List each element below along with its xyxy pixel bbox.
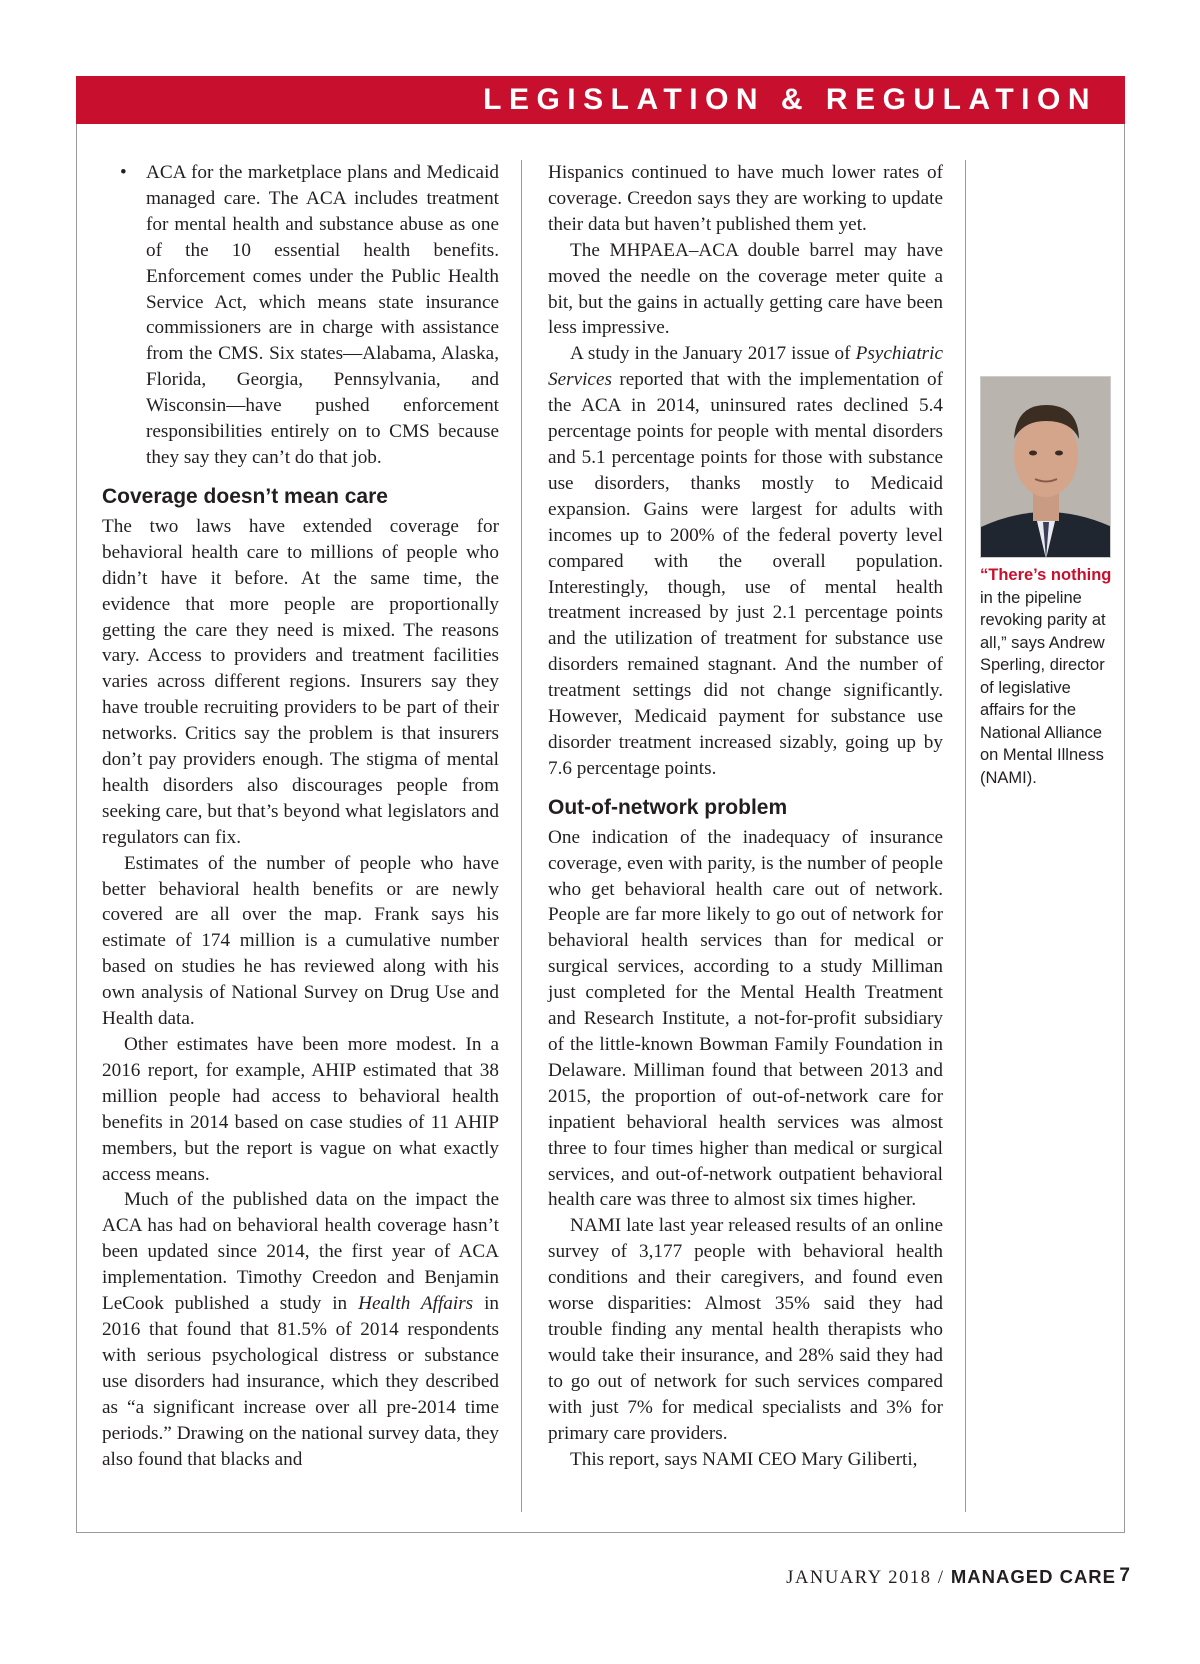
article-column-left xyxy=(102,160,499,1472)
journal-title: Psychiatric Services xyxy=(548,343,943,391)
paragraph: One indication of the inadequacy of insurance coverage, even with parity, is the number of people who get behavioral health care out of network. People are far more likely to go out of network for behavioral health services than for medical or surgical services, according to a study Milliman just completed for the Mental Health Treatment and Research Institute, a not-for-profit subsidiary of the little-known Bowman Family Foundation in Delaware. Milliman found that between 2013 and 2015, the proportion of out-of-network care for inpatient behavioral health services was almost three to four times higher than medical or surgical services, and out-of-network outpatient behavioral health care was three to almost six times higher. xyxy=(548,826,943,1211)
magazine-name: MANAGED CARE xyxy=(950,1566,1116,1587)
section-title: LEGISLATION & REGULATION xyxy=(483,83,1097,116)
photo-caption: “There’s nothing in the pipeline revoking parity at all,” says Andrew Sperling, director of legislative affairs for the National Alliance on Mental Illness (NAMI). xyxy=(980,566,1112,787)
column-divider xyxy=(521,160,522,1512)
paragraph: Hispanics continued to have much lower rates of coverage. Creedon says they are working to update their data but haven’t published them yet. xyxy=(548,162,943,235)
paragraph: A study in the January 2017 issue of Psychiatric Services reported that with the implementation of the ACA in 2014, uninsured rates declined 5.4 percentage points for people with mental disorders and 5.1 percentage points for those with substance use disorders, thanks mostly to Medicaid expansion. Gains were largest for adults with incomes up to 200% of the federal poverty level compared with the overall population. Interestingly, though, use of mental health treatment increased by just 2.1 percentage points and the utilization of treatment for substance use disorders remained stagnant. And the number of treatment settings did not change significantly. However, Medicaid payment for substance use disorder treatment increased sizably, going up by 7.6 percentage points. xyxy=(548,343,943,779)
issue-date: JANUARY 2018 xyxy=(786,1568,932,1588)
paragraph: Much of the published data on the impact the ACA has had on behavioral health coverage hasn’t been updated since 2014, the first year of ACA implementation. Timothy Creedon and Benjamin LeCook published a study in Health Affairs in 2016 that found that 81.5% of 2014 respondents with serious psychological distress or substance use disorders had insurance, which they described as “a significant increase over all pre-2014 time periods.” Drawing on the national survey data, they also found that blacks and xyxy=(102,1189,499,1470)
list-item: • ACA for the marketplace plans and Medicaid managed care. The ACA includes treatment for mental health and substance abuse as one of the 10 essential health benefits. Enforcement comes under the Public Health Service Act, which means state insurance commissioners are in charge with assistance from the CMS. Six states—Alabama, Alaska, Florida, Georgia, Pennsylvania, and Wisconsin—have pushed enforcement responsibilities entirely on to CMS because they say they can’t do that job. xyxy=(120,162,499,468)
paragraph: The MHPAEA–ACA double barrel may have moved the needle on the coverage meter quite a bit, but the gains in actually getting care have been less impressive. xyxy=(548,239,943,339)
column-divider xyxy=(965,160,966,1512)
portrait-photo xyxy=(980,376,1111,558)
footer xyxy=(786,1566,1116,1589)
section-heading: Out-of-network problem xyxy=(548,795,788,819)
page-number: 7 xyxy=(1119,1565,1130,1586)
section-heading: Coverage doesn’t mean care xyxy=(102,484,388,508)
paragraph: NAMI late last year released results of an online survey of 3,177 people with behavioral health conditions and their caregivers, and found even worse disparities: Almost 35% said they had trouble finding any mental health therapists who would take their insurance, and 28% said they had to go out of network for such services compared with just 7% for medical specialists and 3% for primary care providers. xyxy=(548,1215,943,1444)
paragraph: Estimates of the number of people who have better behavioral health benefits or are newly covered are all over the map. Frank says his estimate of 174 million is a cumulative number based on studies he has reviewed along with his own analysis of National Survey on Drug Use and Health data. xyxy=(102,852,499,1030)
section-banner xyxy=(76,76,1125,124)
paragraph: The two laws have extended coverage for behavioral health care to millions of people who didn’t have it before. At the same time, the evidence that more people are proportionally getting the care they need is mixed. The reasons vary. Access to providers and treatment facilities varies across different regions. Insurers say they have trouble recruiting providers to be part of their networks. Critics say the problem is that insurers don’t pay providers enough. The stigma of mental health disorders also discourages people from seeking care, but that’s beyond what legislators and regulators can fix. xyxy=(102,515,499,848)
article-column-right xyxy=(548,160,943,1472)
paragraph: Other estimates have been more modest. In a 2016 report, for example, AHIP estimated that 38 million people had access to behavioral health benefits in 2014 based on case studies of 11 AHIP members, but the report is vague on what exactly access means. xyxy=(102,1034,499,1185)
paragraph: This report, says NAMI CEO Mary Giliberti, xyxy=(570,1448,918,1470)
bullet-icon: • xyxy=(120,162,127,183)
footer-separator: / xyxy=(937,1568,945,1588)
journal-title: Health Affairs xyxy=(358,1293,474,1315)
person-icon xyxy=(981,377,1111,558)
